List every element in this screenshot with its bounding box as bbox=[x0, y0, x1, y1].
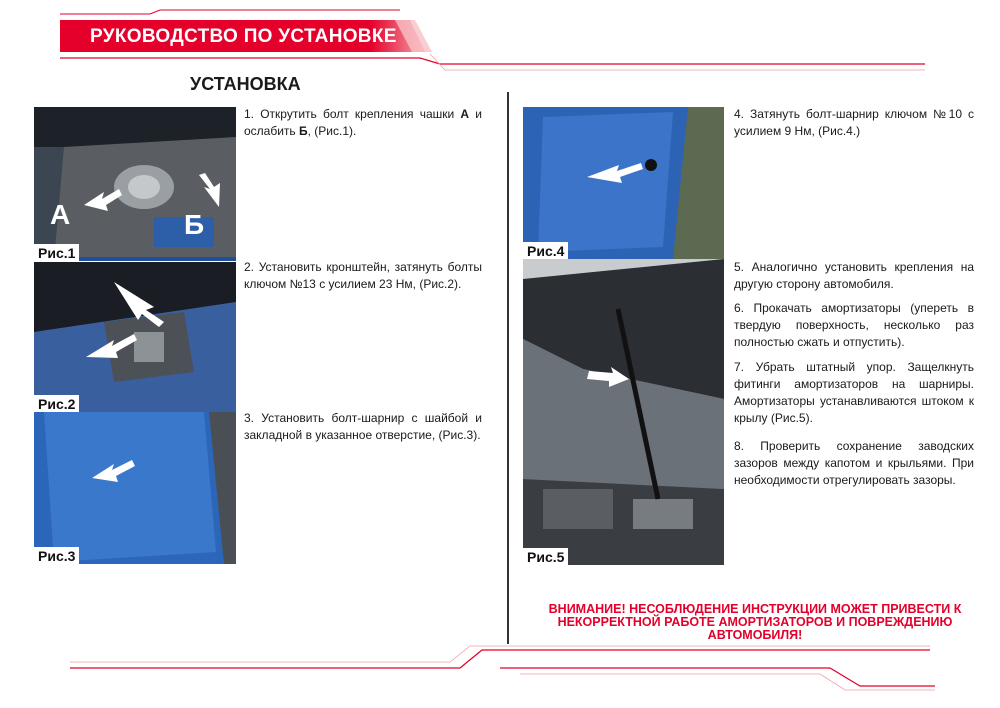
figure-2-label: Рис.2 bbox=[34, 395, 79, 412]
figure-5-photo bbox=[523, 259, 724, 565]
step-4: 4. Затянуть болт-шарнир ключом №10 с усилием 9 Нм, (Рис.4.) bbox=[734, 107, 974, 138]
mark-b: Б bbox=[184, 209, 205, 240]
figure-4-photo bbox=[523, 107, 724, 259]
step-7: 7. Убрать штатный упор. Защелкнуть фитинги амортизаторов на шарниры. Амортизаторы устанавливаются штоком к крылу (Рис.5). bbox=[734, 360, 974, 425]
column-divider bbox=[507, 92, 509, 644]
step-5: 5. Аналогично установить крепления на другую сторону автомобиля. bbox=[734, 260, 974, 291]
warning-text: ВНИМАНИЕ! НЕСОБЛЮДЕНИЕ ИНСТРУКЦИИ МОЖЕТ ПРИВЕСТИ К НЕКОРРЕКТНОЙ РАБОТЕ АМОРТИЗАТОРОВ И ПОВРЕЖДЕНИЮ АВТОМОБИЛЯ! bbox=[548, 602, 962, 642]
figure-1-photo bbox=[34, 107, 236, 261]
step-1: 1. Открутить болт крепления чашки А и ослабить Б, (Рис.1). bbox=[244, 107, 482, 138]
figure-3-photo bbox=[34, 412, 236, 564]
step-6: 6. Прокачать амортизаторы (упереть в твердую поверхность, несколько раз полностью сжать и отпустить). bbox=[734, 301, 974, 349]
page-header-title: РУКОВОДСТВО ПО УСТАНОВКЕ bbox=[90, 26, 397, 47]
footer-decoration bbox=[0, 640, 1000, 708]
figure-2-photo bbox=[34, 262, 236, 412]
step-8: 8. Проверить сохранение заводских зазоров между капотом и крыльями. При необходимости отрегулировать зазоры. bbox=[734, 439, 974, 487]
figure-4-label: Рис.4 bbox=[523, 242, 568, 259]
step-2: 2. Установить кронштейн, затянуть болты ключом №13 с усилием 23 Нм, (Рис.2). bbox=[244, 260, 482, 291]
mark-a: А bbox=[50, 199, 71, 230]
figure-3-label: Рис.3 bbox=[34, 547, 79, 564]
figure-5-label: Рис.5 bbox=[523, 548, 568, 565]
section-title: УСТАНОВКА bbox=[190, 74, 301, 94]
figure-1-label: Рис.1 bbox=[34, 244, 79, 261]
step-3: 3. Установить болт-шарнир с шайбой и закладной в указанное отверстие, (Рис.3). bbox=[244, 411, 482, 442]
